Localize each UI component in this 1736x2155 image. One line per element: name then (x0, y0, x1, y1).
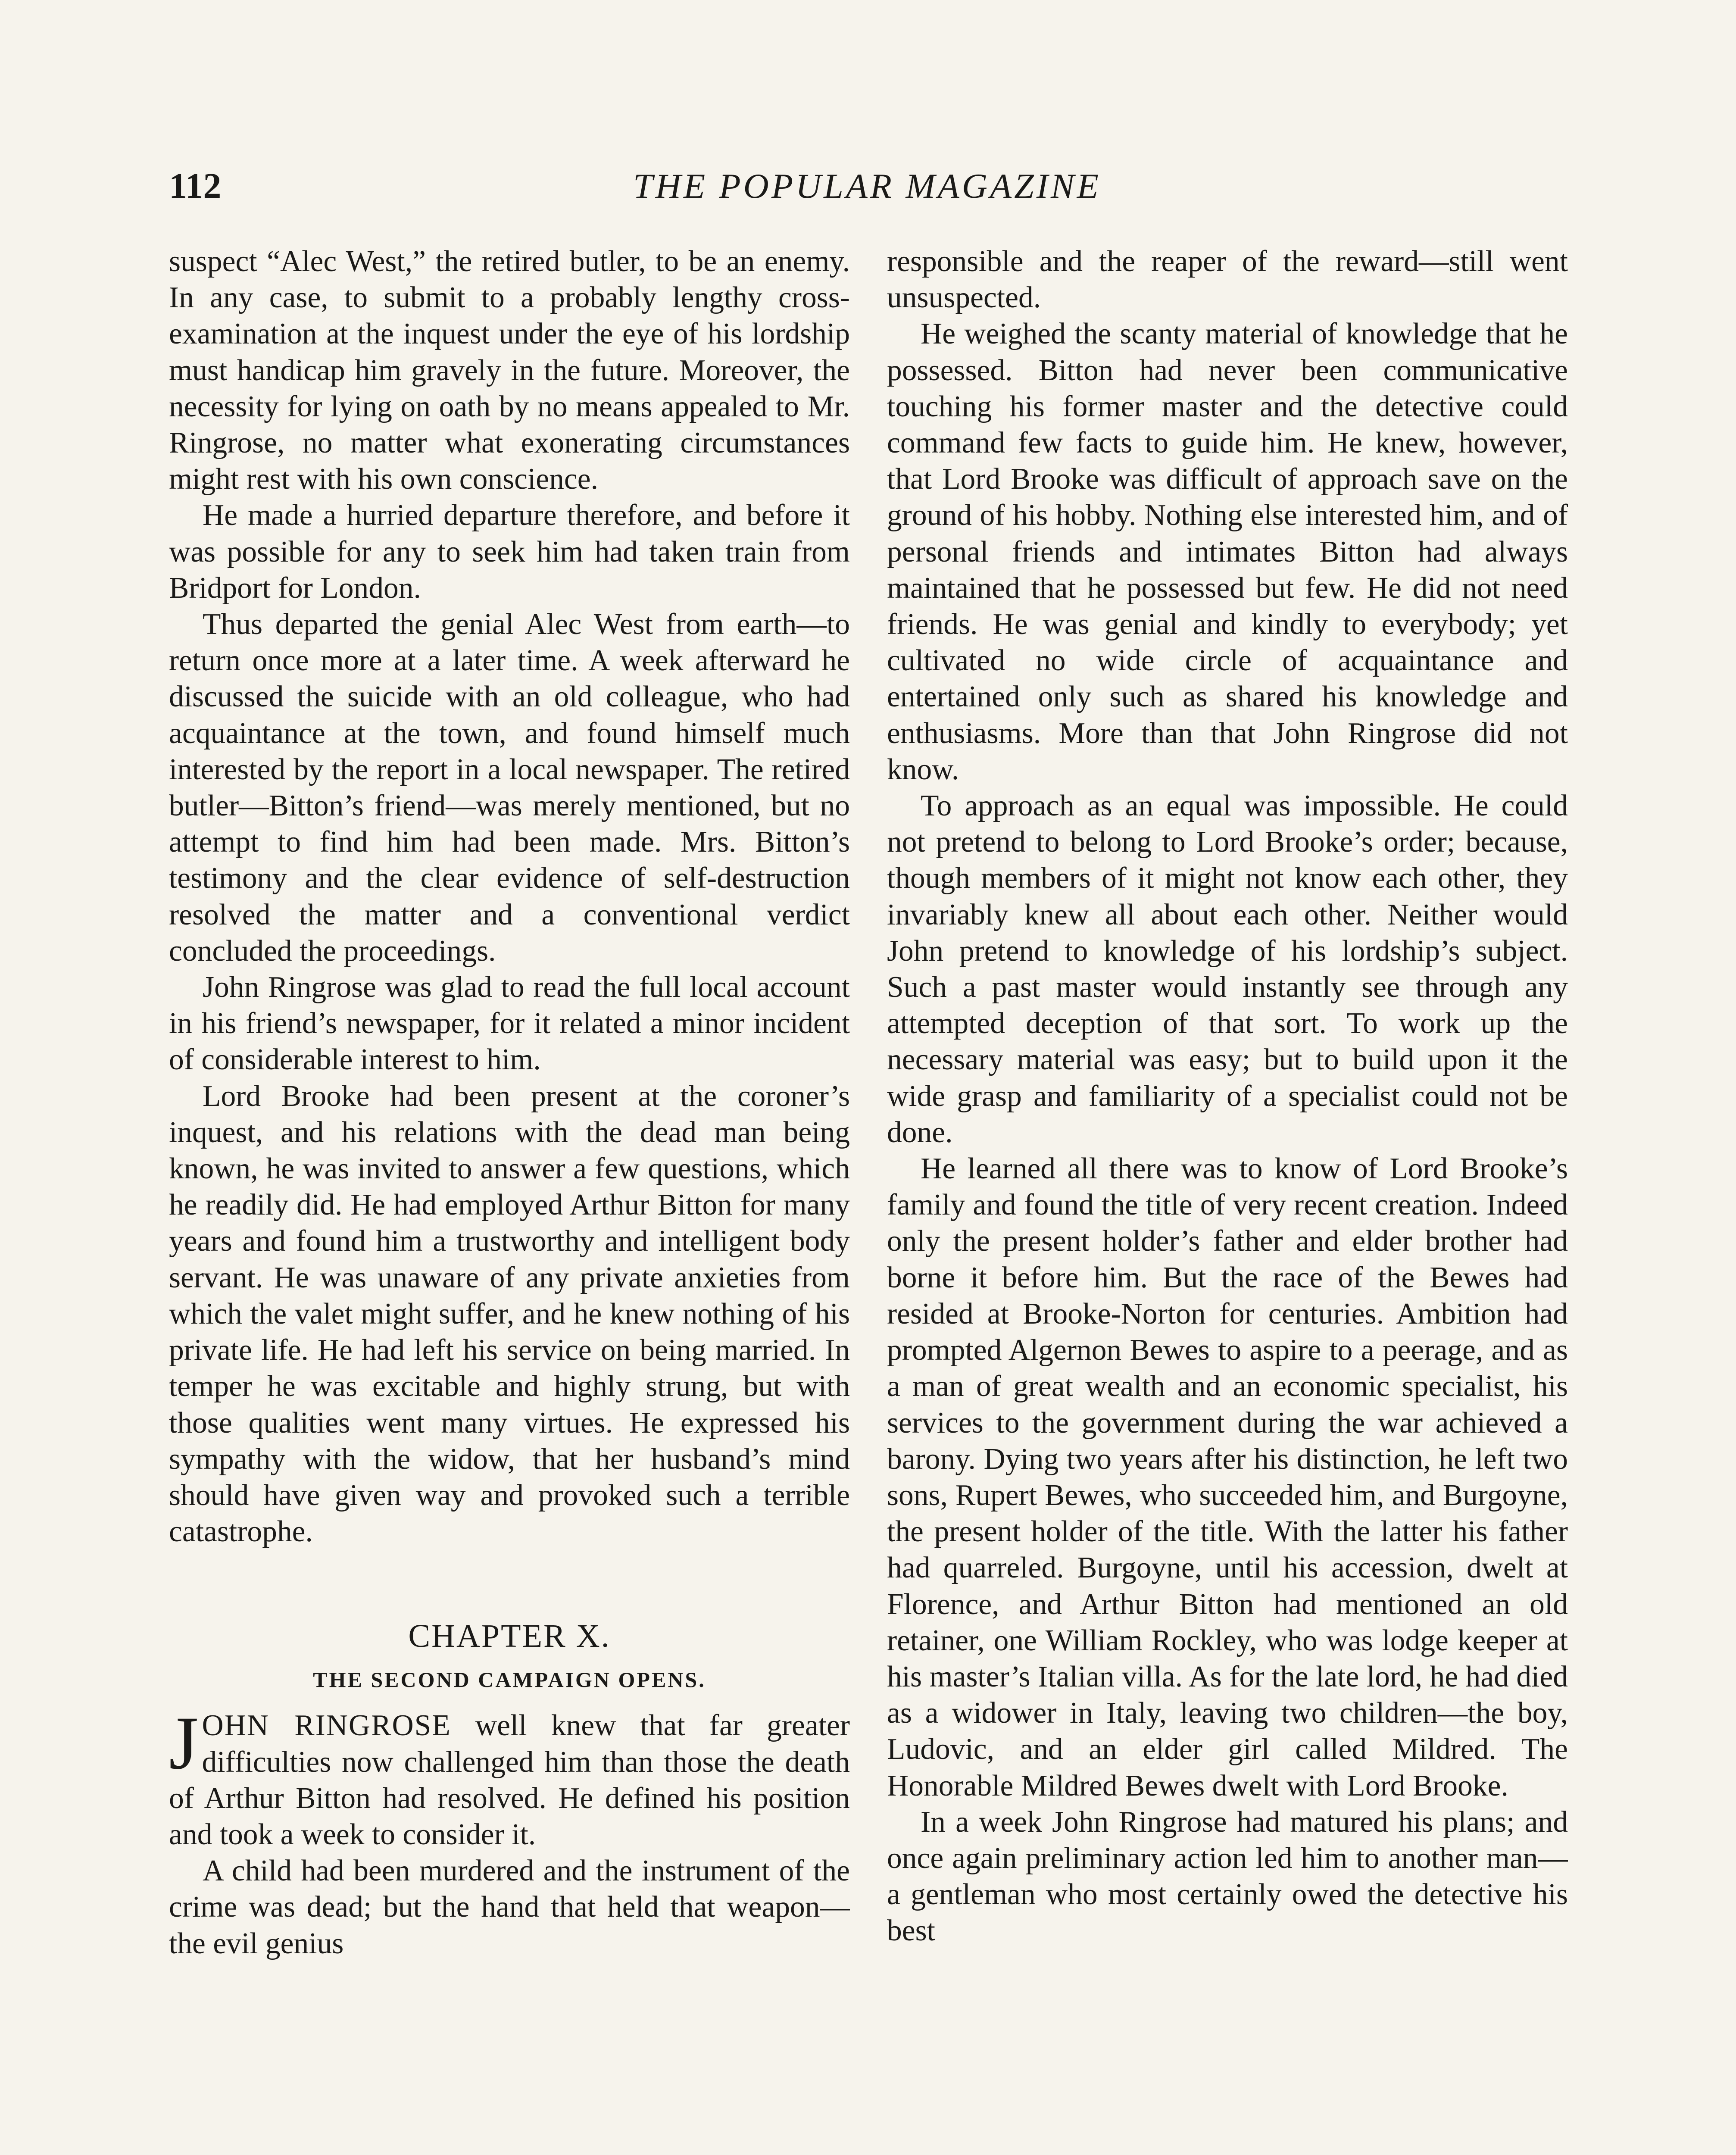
page-header (169, 160, 1565, 216)
paragraph: John Ringrose was glad to read the full local account in his friend’s newspaper, for it related a minor incident of considerable interest to him. (169, 971, 850, 1077)
chapter-block (169, 1615, 850, 1699)
paragraph: A child had been murdered and the instrument of the crime was dead; but the hand that held that weapon—the evil genius (169, 1854, 850, 1960)
left-column (169, 244, 850, 2155)
paragraph: He made a hurried departure therefore, and before it was possible for any to seek him had taken train from Bridport for London. (169, 499, 850, 605)
paragraph: suspect “Alec West,” the retired butler, to be an enemy. In any case, to submit to a probably lengthy cross-examination at the inquest under the eye of his lordship must handicap him gravely in the future. Moreover, the necessity for lying on oath by no means appealed to Mr. Ringrose, no matter what exonerating circumstances might rest with his own conscience. (169, 245, 850, 496)
running-title: THE POPULAR MAGAZINE (633, 166, 1101, 206)
paragraph: He weighed the scanty material of knowledge that he possessed. Bitton had never been communicative touching his former master and the detective could command few facts to guide him. He knew, however, that Lord Brooke was difficult of approach save on the ground of his hobby. Nothing else interested him, and of personal friends and intimates Bitton had always maintained that he possessed but few. He did not need friends. He was genial and kindly to everybody; yet cultivated no wide circle of acquaintance and entertained only such as shared his knowledge and enthusiasms. More than that John Ringrose did not know. (887, 317, 1568, 786)
paragraph: To approach as an equal was impossible. He could not pretend to belong to Lord Brooke’s order; because, though members of it might not know each other, they invariably knew all about each other. Neither would John pretend to knowledge of his lordship’s subject. Such a past master would instantly see through any attempted deception of that sort. To work up the necessary material was easy; but to build upon it the wide grasp and familiarity of a specialist could not be done. (887, 789, 1568, 1149)
paragraph: He learned all there was to know of Lord Brooke’s family and found the title of very recent creation. Indeed only the present holder’s father and elder brother had borne it before him. But the race of the Bewes had resided at Brooke-Norton for centuries. Ambition had prompted Algernon Bewes to aspire to a peerage, and as a man of great wealth and an economic specialist, his services to the government during the war achieved a barony. Dying two years after his distinction, he left two sons, Rupert Bewes, who succeeded him, and Burgoyne, the present holder of the title. With the latter his father had quarreled. Burgoyne, until his accession, dwelt at Florence, and Arthur Bitton had mentioned an old retainer, one William Rockley, who was lodge keeper at his master’s Italian villa. As for the late lord, he had died as a widower in Italy, leaving two children—the boy, Ludovic, and an elder girl called Mildred. The Honorable Mildred Bewes dwelt with Lord Brooke. (887, 1152, 1568, 1802)
chapter-opening-paragraph (169, 1701, 850, 1853)
page-number: 112 (169, 166, 222, 206)
chapter-subtitle: THE SECOND CAMPAIGN OPENS. (313, 1668, 706, 1692)
right-column (887, 244, 1568, 2155)
opening-small-caps: OHN RINGROSE (202, 1709, 451, 1743)
chapter-heading: CHAPTER X. (408, 1618, 611, 1655)
paragraph: Thus departed the genial Alec West from earth—to return once more at a later time. A week afterward he discussed the suicide with an old colleague, who had acquaintance at the town, and found himself much interested by the report in a local newspaper. The retired butler—Bitton’s friend—was merely mentioned, but no attempt to find him had been made. Mrs. Bitton’s testimony and the clear evidence of self-destruction resolved the matter and a conventional verdict concluded the proceedings. (169, 608, 850, 968)
paragraph: responsible and the reaper of the reward—still went unsuspected. (887, 245, 1568, 315)
paragraph: Lord Brooke had been present at the coroner’s inquest, and his relations with the dead man being known, he was invited to answer a few questions, which he readily did. He had employed Arthur Bitton for many years and found him a trustworthy and intelligent body servant. He was unaware of any private anxieties from which the valet might suffer, and he knew nothing of his private life. He had left his service on being married. In temper he was excitable and highly strung, but with those qualities went many virtues. He expressed his sympathy with the widow, that her husband’s mind should have given way and provoked such a terrible catastrophe. (169, 1079, 850, 1549)
drop-cap: J (169, 1701, 199, 1786)
paragraph: In a week John Ringrose had matured his plans; and once again preliminary action led him to another man—a gentleman who most certainly owed the detective his best (887, 1805, 1568, 1948)
opening-text: well knew that far greater difficulties now challenged him than those the death of Arthur Bitton had resolved. He defined his position and took a week to consider it. (169, 1709, 850, 1851)
